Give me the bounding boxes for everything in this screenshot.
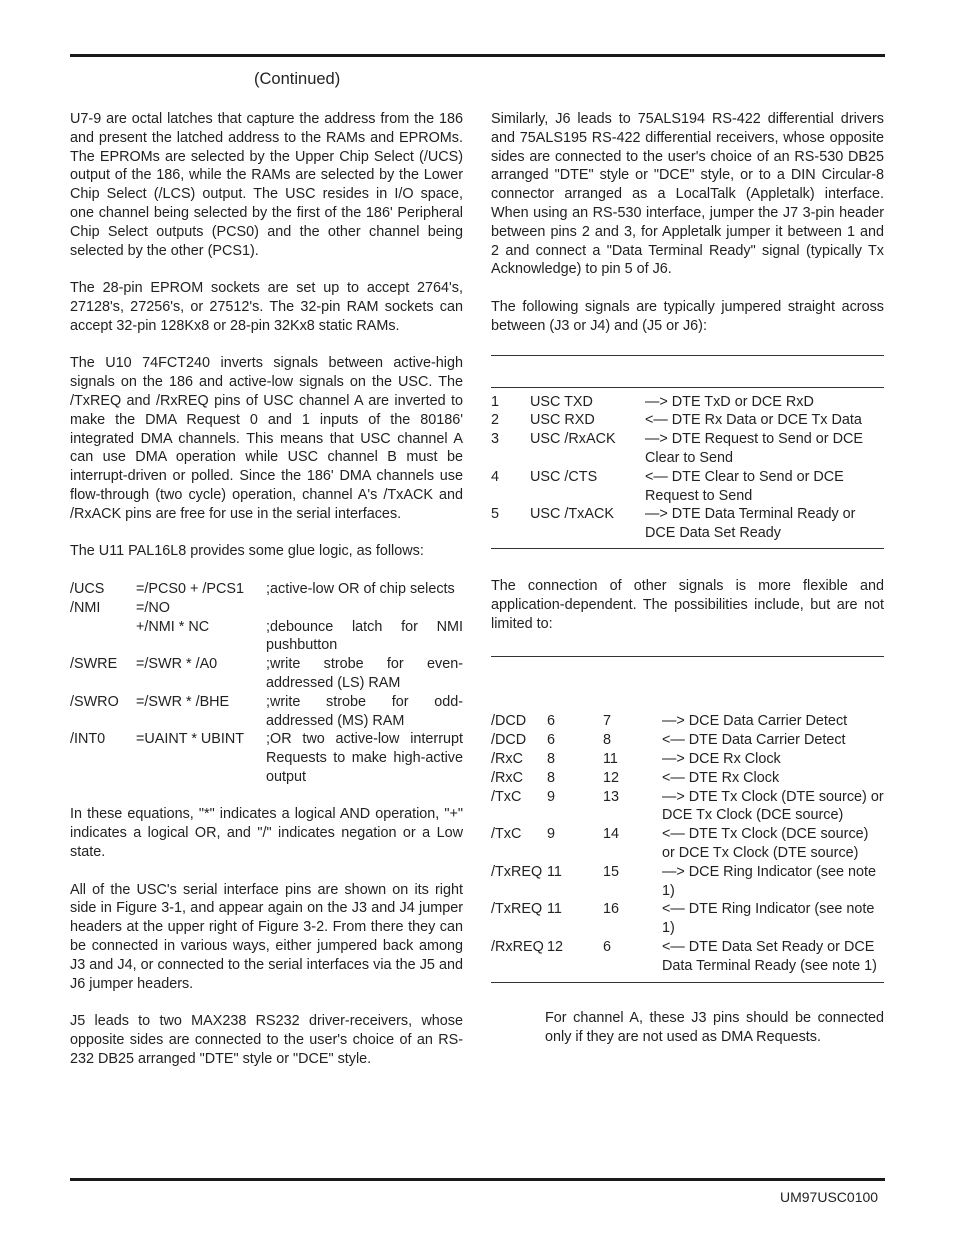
table-row-number: 3 bbox=[491, 431, 500, 448]
table-row-signal: /TxREQ bbox=[491, 901, 543, 918]
table-row-description: <— DTE Rx Clock bbox=[662, 769, 780, 786]
equation-comment: ;OR two active-low interrupt Requests to make high-active output bbox=[266, 731, 463, 785]
table-row-signal: USC RXD bbox=[530, 412, 595, 429]
paragraph-serial-pins: All of the USC's serial interface pins are shown on its right side in Figure 3-1, and appear again on the J3 and J4 jumper headers at the upper right of Figure 3-2. From there they can be connected in various ways, either jumpered back among J3 and J4, or connected to the serial interfaces via the J5 and J6 jumper headers. bbox=[70, 881, 463, 992]
paragraph-equation-notation: In these equations, "*" indicates a logical AND operation, "+" indicates a logical OR, and "/" indicates negation or a Low state. bbox=[70, 806, 463, 861]
pal-equations bbox=[70, 580, 463, 787]
equation-expression: =/SWR * /A0 bbox=[136, 656, 218, 673]
equation-signal: /UCS bbox=[70, 580, 105, 597]
table-row-signal: /DCD bbox=[491, 713, 527, 730]
equation-comment bbox=[266, 599, 463, 618]
table-row-description: <— DTE Data Carrier Detect bbox=[662, 732, 846, 749]
equation-signal: /SWRO bbox=[70, 693, 119, 710]
table-row-signal: /RxREQ bbox=[491, 938, 544, 955]
table-row-description: <— DTE Clear to Send or DCE Request to Send bbox=[645, 468, 844, 504]
signals-table bbox=[491, 393, 884, 543]
table-row-pin-a: 12 bbox=[547, 938, 564, 955]
table-row-pin-b: 7 bbox=[603, 713, 612, 730]
equation-expression: =UAINT * UBINT bbox=[136, 731, 245, 748]
paragraph-pal: The U11 PAL16L8 provides some glue logic, as follows: bbox=[70, 543, 424, 560]
equation-expression: =/NO bbox=[136, 599, 170, 616]
equation-signal: /NMI bbox=[70, 599, 101, 616]
table-row-signal: /RxC bbox=[491, 769, 523, 786]
table-row-pin-a: 11 bbox=[547, 901, 562, 918]
right-column bbox=[491, 110, 884, 1047]
equation-comment: ;write strobe for even-addressed (LS) RAM bbox=[266, 656, 463, 691]
paragraph-other-signals: The connection of other signals is more flexible and application-dependent. The possibilities include, but are not limited to: bbox=[491, 577, 884, 632]
equation-expression: +/NMI * NC bbox=[136, 618, 210, 635]
table-row-number: 4 bbox=[491, 468, 500, 485]
table-row-description: <— DTE Data Set Ready or DCE Data Terminal Ready (see note 1) bbox=[662, 938, 877, 974]
document-id: UM97USC0100 bbox=[780, 1189, 879, 1205]
table-row-number: 5 bbox=[491, 506, 500, 523]
table-row-pin-b: 6 bbox=[603, 938, 612, 955]
table-row-number: 2 bbox=[491, 412, 500, 429]
table2-bottom-rule bbox=[491, 982, 884, 983]
table-row-pin-b: 16 bbox=[603, 901, 620, 918]
table-row-description: —> DCE Rx Clock bbox=[662, 750, 781, 767]
equation-expression: =/SWR * /BHE bbox=[136, 693, 230, 710]
paragraph-inverter: The U10 74FCT240 inverts signals between active-high signals on the 186 and active-low signals on the USC. The /TxREQ and /RxREQ pins of USC channel A are inverted to make the DMA Request 0 and 1 inputs of the 80186' integrated DMA channels. This means that USC channel A can use DMA operation while USC channel B must be interrupt-driven or polled. Since the 186' DMA channels use flow-through (two cycle) operation, channel A's /TxACK and /RxACK pins are free for use in the serial interfaces. bbox=[70, 355, 463, 522]
table-row-signal: /TxREQ bbox=[491, 863, 543, 880]
table-row-description: —> DCE Ring Indicator (see note 1) bbox=[662, 863, 876, 899]
table-row-signal: USC /RxACK bbox=[530, 431, 616, 448]
table-row-description: —> DTE TxD or DCE RxD bbox=[645, 393, 814, 410]
table-row-pin-a: 8 bbox=[547, 769, 556, 786]
section-continued-label: (Continued) bbox=[254, 70, 341, 88]
paragraph-latches: U7-9 are octal latches that capture the address from the 186 and present the latched address to the RAMs and EPROMs. The EPROMs are selected by the Upper Chip Select (/UCS) output of the 186, while the RAMs are selected by the Lower Chip Select (/LCS) output. The USC resides in I/O space, one channel being selected by the first of the 186' Peripheral Chip Select outputs (PCS0) and the other channel being selected by the other (PCS1). bbox=[70, 111, 463, 259]
table-row-pin-a: 6 bbox=[547, 713, 556, 730]
table-row-description: —> DTE Tx Clock (DTE source) or DCE Tx Clock (DCE source) bbox=[662, 788, 884, 824]
equation-signal: /SWRE bbox=[70, 656, 118, 673]
equation-signal bbox=[70, 618, 136, 656]
table-row-signal: /DCD bbox=[491, 732, 527, 749]
table-row-description: <— DTE Ring Indicator (see note 1) bbox=[662, 901, 875, 937]
paragraph-sockets: The 28-pin EPROM sockets are set up to accept 2764's, 27128's, 27256's, or 27512's. The 32-pin RAM sockets can accept 32-pin 128Kx8 or 28-pin 32Kx8 static RAMs. bbox=[70, 280, 463, 334]
table-row-pin-b: 12 bbox=[603, 769, 620, 786]
equation-comment: ;write strobe for odd-addressed (MS) RAM bbox=[266, 693, 463, 729]
equation-signal: /INT0 bbox=[70, 731, 106, 748]
table1-bottom-rule bbox=[491, 548, 884, 549]
equation-comment: ;active-low OR of chip selects bbox=[266, 580, 455, 597]
paragraph-jumpered-signals: The following signals are typically jumpered straight across between (J3 or J4) and (J5 or J6): bbox=[491, 298, 884, 334]
left-column bbox=[70, 110, 463, 1069]
table-row-pin-a: 6 bbox=[547, 732, 556, 749]
table-row-signal: /TxC bbox=[491, 788, 522, 805]
table-row-pin-b: 11 bbox=[603, 750, 618, 767]
equation-comment: ;debounce latch for NMI pushbutton bbox=[266, 618, 463, 654]
table-row-pin-a: 9 bbox=[547, 826, 556, 843]
table-row-pin-a: 9 bbox=[547, 788, 556, 805]
table-note: For channel A, these J3 pins should be connected only if they are not used as DMA Requests. bbox=[545, 1010, 884, 1046]
table2-top-rule bbox=[491, 656, 884, 657]
table-row-signal: USC TXD bbox=[530, 393, 593, 410]
paragraph-j5: J5 leads to two MAX238 RS232 driver-receivers, whose opposite sides are connected to the user's choice of an RS-232 DB25 arranged "DTE" style or "DCE" style. bbox=[70, 1013, 463, 1067]
table-row-pin-b: 15 bbox=[603, 863, 620, 880]
table-row-pin-b: 14 bbox=[603, 826, 620, 843]
table-row-pin-a: 11 bbox=[547, 863, 562, 880]
table-row-signal: /RxC bbox=[491, 750, 523, 767]
table-row-description: —> DTE Data Terminal Ready or DCE Data Set Ready bbox=[645, 506, 856, 542]
bottom-rule bbox=[70, 1178, 885, 1181]
table-row-pin-b: 13 bbox=[603, 788, 620, 805]
table-row-number: 1 bbox=[491, 393, 500, 410]
table-row-description: <— DTE Tx Clock (DCE source) or DCE Tx Clock (DTE source) bbox=[662, 826, 869, 861]
equation-expression: =/PCS0 + /PCS1 bbox=[136, 580, 244, 597]
table-row-description: —> DTE Request to Send or DCE Clear to Send bbox=[645, 431, 863, 466]
table-row-pin-a: 8 bbox=[547, 750, 556, 767]
table-row-description: <— DTE Rx Data or DCE Tx Data bbox=[645, 412, 862, 429]
other-signals-table bbox=[491, 712, 884, 975]
table1-header-rule bbox=[491, 387, 884, 388]
table-row-signal: /TxC bbox=[491, 826, 522, 843]
table-row-pin-b: 8 bbox=[603, 732, 612, 749]
table-row-signal: USC /TxACK bbox=[530, 506, 614, 523]
table-row-signal: USC /CTS bbox=[530, 468, 598, 485]
top-rule bbox=[70, 54, 885, 57]
paragraph-j6: Similarly, J6 leads to 75ALS194 RS-422 differential drivers and 75ALS195 RS-422 differential receivers, whose opposite sides are connected to the user's choice of an RS-530 DB25 arranged "DTE" style or "DCE" style, or to a DIN Circular-8 connector arranged as a LocalTalk (Appletalk) interface. When using an RS-530 interface, jumper the J7 3-pin header between pins 2 and 3, for Appletalk jumper it between 1 and 2 and connect a "Data Terminal Ready" signal (typically Tx Acknowledge) to pin 5 of J6. bbox=[491, 111, 884, 278]
table-row-description: —> DCE Data Carrier Detect bbox=[662, 713, 848, 730]
